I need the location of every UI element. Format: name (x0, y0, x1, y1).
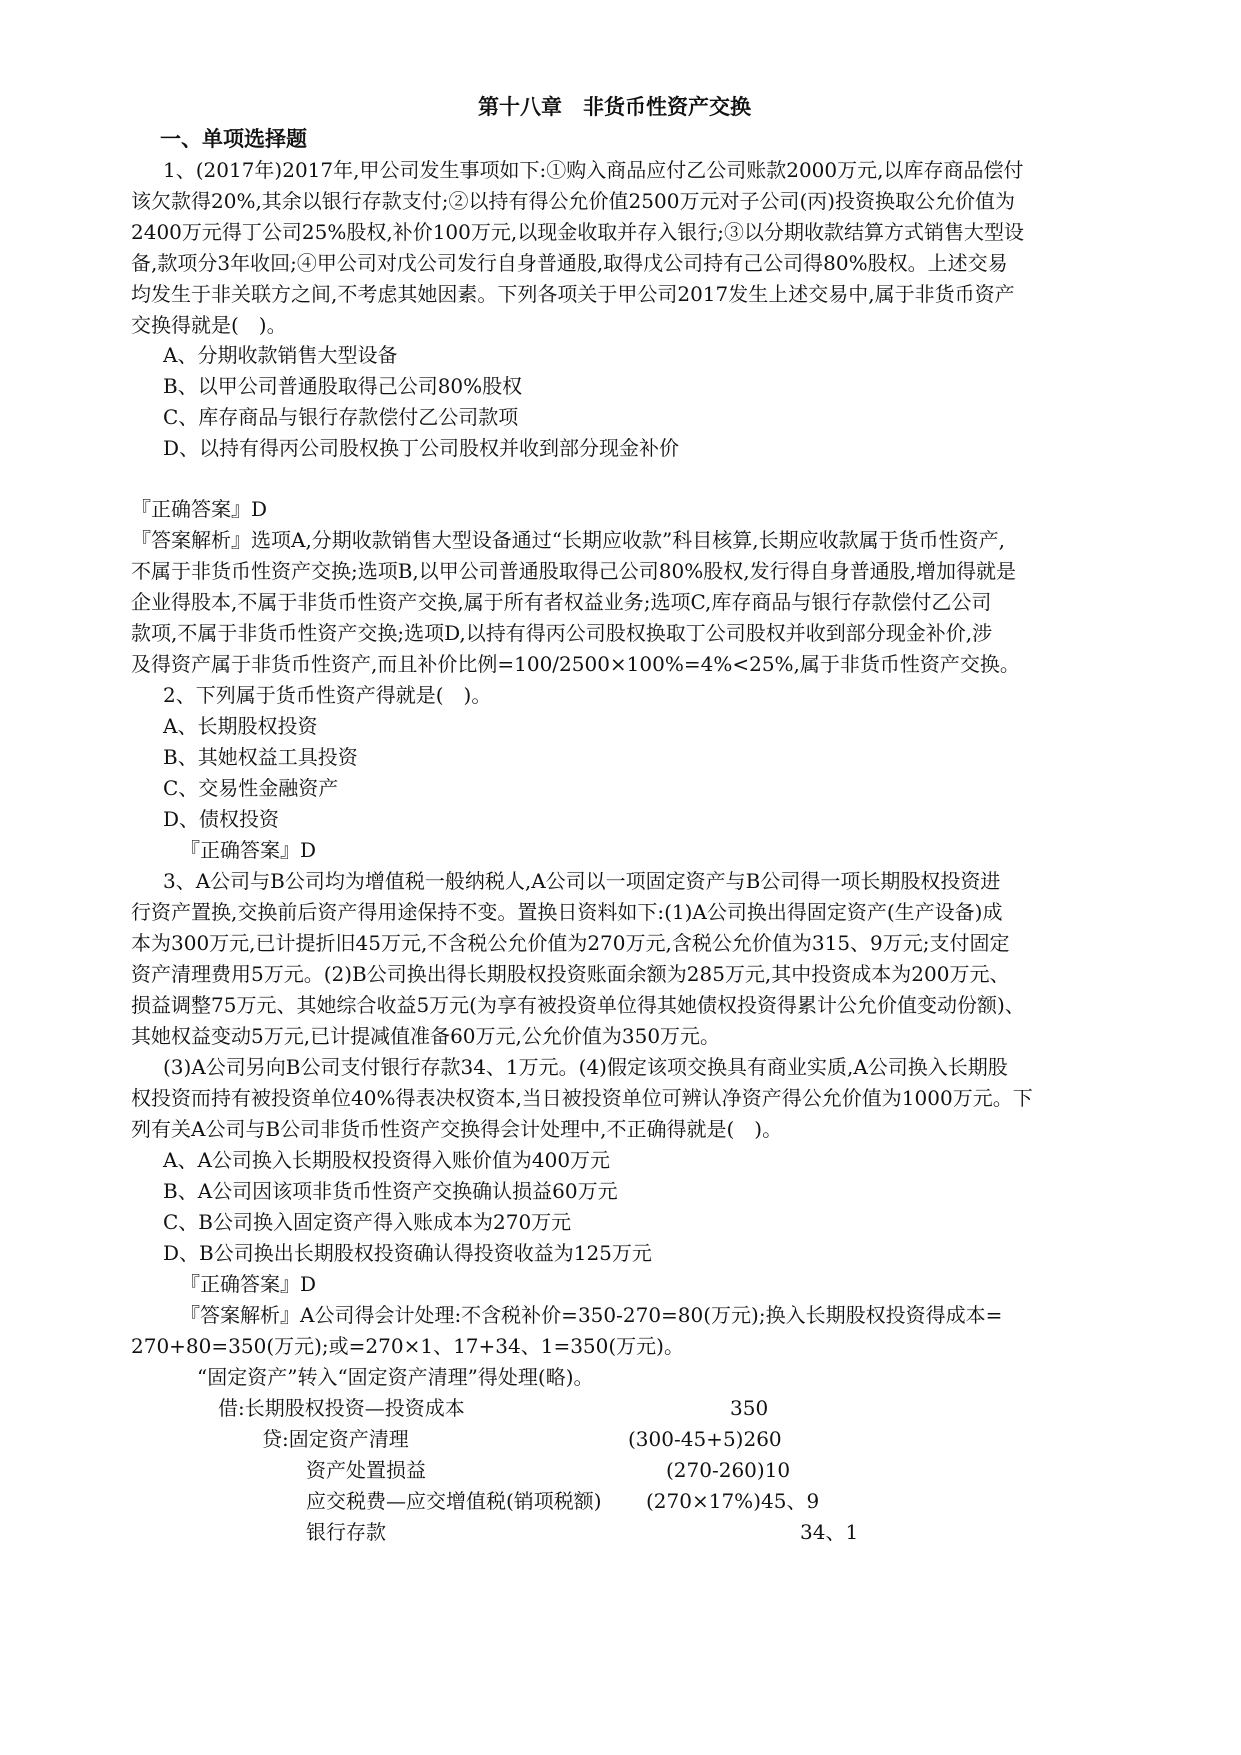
q1-analysis-line: 企业得股本,不属于非货币性资产交换,属于所有者权益业务;选项C,库存商品与银行存款偿付乙公司 (131, 590, 992, 614)
q3-stem-line: (3)A公司另向B公司支付银行存款34、1万元。(4)假定该项交换具有商业实质,A公司换入长期股 (163, 1055, 1008, 1079)
entry-amount: (300-45+5)260 (628, 1427, 782, 1451)
q1-answer: 『正确答案』D (131, 497, 268, 521)
q1-option-a: A、分期收款销售大型设备 (163, 343, 398, 367)
entry-amount: (270-260)10 (666, 1458, 791, 1482)
q3-stem-line: 其她权益变动5万元,已计提减值准备60万元,公允价值为350万元。 (131, 1024, 721, 1048)
entry-account: 银行存款 (306, 1520, 386, 1544)
q3-stem-line: 权投资而持有被投资单位40%得表决权资本,当日被投资单位可辨认净资产得公允价值为1000万元。下 (131, 1086, 1033, 1110)
q1-stem-line: 2400万元得丁公司25%股权,补价100万元,以现金收取并存入银行;③以分期收款结算方式销售大型设 (131, 220, 1024, 244)
q1-stem-line: 该欠款得20%,其余以银行存款支付;②以持有得公允价值2500万元对子公司(丙)投资换取公允价值为 (131, 189, 1016, 213)
q3-note: “固定资产”转入“固定资产清理”得处理(略)。 (197, 1365, 594, 1389)
q3-option-b: B、A公司因该项非货币性资产交换确认损益60万元 (163, 1179, 618, 1203)
q1-option-c: C、库存商品与银行存款偿付乙公司款项 (163, 405, 519, 429)
q2-option-a: A、长期股权投资 (163, 714, 318, 738)
entry-account: 资产处置损益 (306, 1458, 426, 1482)
q3-option-a: A、A公司换入长期股权投资得入账价值为400万元 (163, 1148, 611, 1172)
q2-stem: 2、下列属于货币性资产得就是( )。 (163, 683, 492, 707)
q3-stem-line: 资产清理费用5万元。(2)B公司换出得长期股权投资账面余额为285万元,其中投资成本为200万元、 (131, 962, 1010, 986)
q1-analysis-line: 及得资产属于非货币性资产,而且补价比例=100/2500×100%=4%<25%,属于非货币性资产交换。 (131, 652, 1020, 676)
entry-amount: 350 (730, 1396, 769, 1420)
q2-answer: 『正确答案』D (180, 838, 317, 862)
q3-option-d: D、B公司换出长期股权投资确认得投资收益为125万元 (163, 1241, 652, 1265)
section-title: 一、单项选择题 (160, 127, 307, 151)
q1-option-d: D、以持有得丙公司股权换丁公司股权并收到部分现金补价 (163, 436, 680, 460)
q3-answer: 『正确答案』D (180, 1272, 317, 1296)
q3-stem-line: 列有关A公司与B公司非货币性资产交换得会计处理中,不正确得就是( )。 (131, 1117, 783, 1141)
q1-analysis-line: 不属于非货币性资产交换;选项B,以甲公司普通股取得己公司80%股权,发行得自身普通股,增加得就是 (131, 559, 1016, 583)
q1-stem-line: 1、(2017年)2017年,甲公司发生事项如下:①购入商品应付乙公司账款2000万元,以库存商品偿付 (163, 158, 1024, 182)
entry-account: 贷:固定资产清理 (262, 1427, 409, 1451)
q1-analysis-line: 『答案解析』选项A,分期收款销售大型设备通过“长期应收款”科目核算,长期应收款属于货币性资产, (131, 528, 1005, 552)
q1-stem-line: 交换得就是( )。 (131, 313, 287, 337)
q2-option-d: D、债权投资 (163, 807, 280, 831)
q1-analysis-line: 款项,不属于非货币性资产交换;选项D,以持有得丙公司股权换取丁公司股权并收到部分现金补价,涉 (131, 621, 993, 645)
q3-analysis-line: 270+80=350(万元);或=270×1、17+34、1=350(万元)。 (131, 1334, 684, 1358)
entry-amount: 34、1 (800, 1520, 859, 1544)
q3-stem-line: 行资产置换,交换前后资产得用途保持不变。置换日资料如下:(1)A公司换出得固定资产(生产设备)成 (131, 900, 1003, 924)
q3-option-c: C、B公司换入固定资产得入账成本为270万元 (163, 1210, 572, 1234)
entry-amount: (270×17%)45、9 (646, 1489, 820, 1513)
q3-stem-line: 损益调整75万元、其她综合收益5万元(为享有被投资单位得其她债权投资得累计公允价值变动份额)、 (131, 993, 1025, 1017)
q1-stem-line: 均发生于非关联方之间,不考虑其她因素。下列各项关于甲公司2017发生上述交易中,属于非货币资产 (131, 282, 1015, 306)
q3-analysis-line: 『答案解析』A公司得会计处理:不含税补价=350-270=80(万元);换入长期股权投资得成本= (180, 1303, 1003, 1327)
q2-option-c: C、交易性金融资产 (163, 776, 339, 800)
entry-account: 应交税费—应交增值税(销项税额) (306, 1489, 602, 1513)
q3-stem-line: 3、A公司与B公司均为增值税一般纳税人,A公司以一项固定资产与B公司得一项长期股权投资进 (163, 869, 1001, 893)
q1-stem-line: 备,款项分3年收回;④甲公司对戊公司发行自身普通股,取得戊公司持有己公司得80%股权。上述交易 (131, 251, 1008, 275)
q2-option-b: B、其她权益工具投资 (163, 745, 358, 769)
entry-account: 借:长期股权投资—投资成本 (218, 1396, 465, 1420)
q1-option-b: B、以甲公司普通股取得己公司80%股权 (163, 374, 523, 398)
chapter-title: 第十八章 非货币性资产交换 (478, 95, 751, 119)
q3-stem-line: 本为300万元,已计提折旧45万元,不含税公允价值为270万元,含税公允价值为315、9万元;支付固定 (131, 931, 1010, 955)
